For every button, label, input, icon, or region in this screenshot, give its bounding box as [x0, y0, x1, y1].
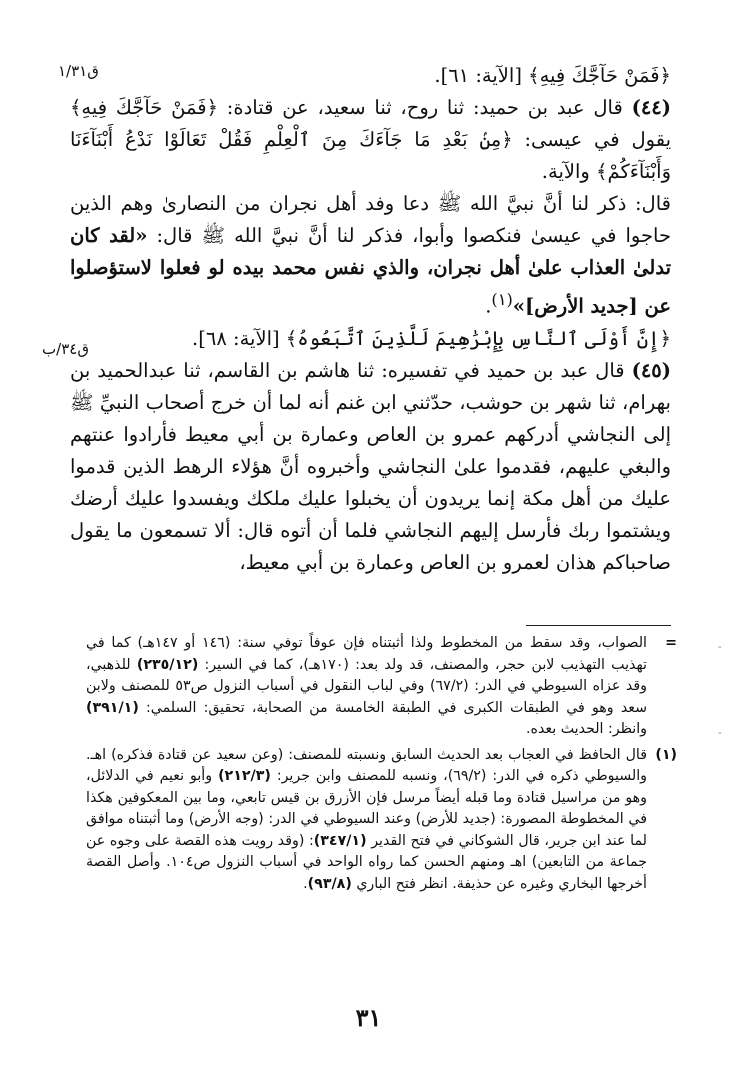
verse-ref: [الآية: ٦١]. [434, 64, 522, 87]
narration-number: (٤٥) [631, 358, 671, 382]
quran-verse: ﴿إِنَّ أَوْلَى ٱلنَّاسِ بِإِبْرَٰهِيمَ لَلَّذِينَ ٱتَّبَعُوهُ﴾ [285, 326, 671, 350]
page-number: ٣١ [355, 1003, 382, 1032]
footnote-continuation [86, 633, 677, 741]
footnote-text: للذهبي، وقد عزاه السيوطي في الدر: (٦٧/٢) وفي لباب النقول في أسباب النزول ص٥٣ للمصنف ولابن سعد وهو في الطبقات الكبرى في الطبقة الخامسة من الصحابة، تحقيق: السلمي: [86, 656, 647, 716]
footnote-text: : (وقد رويت هذه القصة على وجوه عن جماعة من التابعين) اهـ ومنهم الحسن كما رواه الواحد في أسباب النزول ص١٠٤. وأصل القصة أخرجها البخاري وغيره عن حذيفة. انظر فتح الباري [86, 832, 648, 892]
footnote-marker: (١) [655, 746, 677, 763]
quran-verse: ﴿فَمَنْ حَآجَّكَ فِيهِ﴾ [528, 64, 671, 87]
punctuation: . [303, 875, 308, 892]
verse-ref: [الآية: ٦٨]. [192, 326, 280, 350]
verse-line [70, 60, 671, 92]
narration-text: قال: ذكر لنا أنَّ نبيَّ الله ﷺ دعا وفد أهل نجران من النصارىٰ وهم الذين حاجوا في عيسىٰ فنكصوا وأبوا، فذكر لنا أنَّ نبيَّ الله ﷺ قال: [70, 192, 672, 247]
footnote-text: وانظر: الحديث بعده. [526, 721, 647, 737]
narration-text: والآية. [541, 160, 590, 183]
citation: (٩٣/٨) [307, 875, 352, 892]
citation: (٢١٢/٣) [218, 768, 271, 784]
citation: (٣٩١/١) [86, 699, 139, 716]
continuation-marker: = [665, 635, 677, 651]
manuscript-folio-ref: ق٣٤/ب [42, 340, 89, 358]
hadith-quote: «لقد كان تدلىٰ العذاب علىٰ أهل نجران، والذي نفس محمد بيده لو فعلوا لاستؤصلوا عن [جديد الأرض]» [70, 224, 671, 318]
narration-44-commentary [70, 188, 671, 323]
manuscript-folio-ref: ق١/٣١ [58, 62, 99, 80]
scan-mark: - [718, 640, 722, 653]
footnote-separator [526, 625, 671, 626]
narration-text: يقول في عيسى: [524, 128, 671, 151]
narration-text: قال عبد بن حميد في تفسيره: ثنا هاشم بن القاسم، ثنا عبدالحميد بن بهرام، ثنا شهر بن حوشب، حدّثني ابن غنم أنه لما أن خرج أصحاب النبيِّ ﷺ إلى النجاشي أدركهم عمرو بن العاص وعمارة بن أبي معيط فأرادوا عنتهم والبغي عليهم، فقدموا علىٰ النجاشي وأخبروه أنَّ هؤلاء الرهط الذين قدموا عليك من أهل مكة إنما يريدون أن يخبلوا عليك ملكك ويفسدوا عليك أرضك ويشتموا ربك فأرسل إليهم النجاشي فلما أن أتوه قال: ألا تسمعون ما يقول صاحباكم هذان لعمرو بن العاص وعمارة بن أبي معيط، [70, 358, 671, 574]
footnote-text: الصواب، وقد سقط من المخطوط ولذا أثبتناه فإن عوفاً توفي سنة: (١٤٦ أو ١٤٧هـ) كما في تهذيب التهذيب لابن حجر، والمصنف، قد ولد بعد: (١٧٠هـ)، كما في السير: [86, 635, 647, 673]
punctuation: . [485, 294, 492, 318]
narration-text: قال عبد بن حميد: ثنا روح، ثنا سعيد، عن قتادة: [226, 96, 623, 119]
footnote-text: قال الحافظ في العجاب بعد الحديث السابق ونسبته للمصنف: (وعن سعيد عن قتادة فذكره) اهـ. والسيوطي ذكره في الدر: (٦٩/٢)، ونسبه للمصنف وابن جرير: [86, 746, 648, 784]
main-text [70, 60, 671, 579]
footnote-ref: (١) [491, 290, 513, 309]
footnote-text: وأبو نعيم في الدلائل، وهو من مراسيل قتادة وما قبله أيضاً مرسل فإن الأزرق بن قيس تابعي، وما بين المعكوفين هكذا في المخطوطة المصورة: (جديد للأرض) وعند السيوطي في الدر: (وجه الأرض) وما أثبتناه موافق لما عند ابن جرير، قال الشوكاني في فتح القدير [86, 768, 647, 849]
narration-44 [70, 92, 671, 188]
narration-number: (٤٤) [631, 96, 671, 119]
quran-verse: ﴿فَمَنْ حَآجَّكَ فِيهِ﴾ [70, 96, 218, 119]
citation: (٣٤٧/١) [313, 832, 367, 849]
scan-mark: - [718, 726, 722, 739]
footnote-1 [86, 745, 677, 896]
quran-verse: ﴿مِنۢ بَعْدِ مَا جَآءَكَ مِنَ ٱلْعِلْمِ فَقُلْ تَعَالَوْا نَدْعُ أَبْنَآءَنَا وَأَبْنَآءَكُمْ﴾ [70, 128, 671, 183]
footnotes [86, 633, 677, 899]
narration-45 [70, 355, 671, 579]
citation: (٢٣٥/١٢) [136, 656, 199, 673]
verse-line [70, 323, 671, 355]
